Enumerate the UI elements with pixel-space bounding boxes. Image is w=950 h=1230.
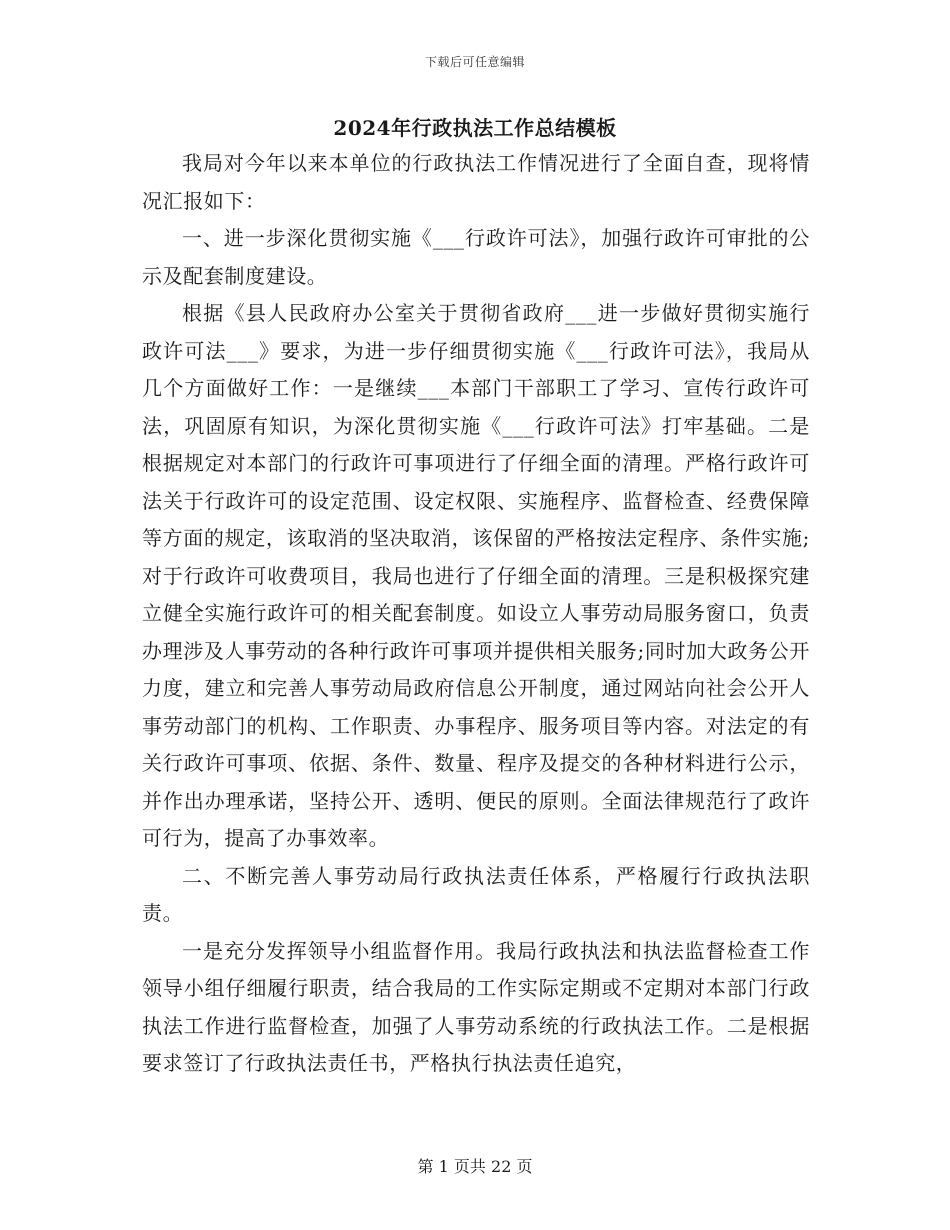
page-footer xyxy=(0,1154,950,1177)
footer-middle: 页共 xyxy=(453,1157,486,1176)
footer-suffix: 页 xyxy=(516,1157,533,1176)
paragraph-section-1-heading: 一、进一步深化贯彻实施《___行政许可法》，加强行政许可审批的公示及配套制度建设。 xyxy=(142,226,810,288)
paragraph-intro: 我局对今年以来本单位的行政执法工作情况进行了全面自查，现将情况汇报如下： xyxy=(142,151,810,213)
paragraph-section-1-body: 根据《县人民政府办公室关于贯彻省政府___进一步做好贯彻实施行政许可法___》要求，为进一步仔细贯彻实施《___行政许可法》，我局从几个方面做好工作：一是继续___本部门干部职工了学习、宣传行政许可法，巩固原有知识，为深化贯彻实施《___行政许可法》打牢基础。二是根据规定对本部门的行政许可事项进行了仔细全面的清理。严格行政许可法关于行政许可的设定范围、设定权限、实施程序、监督检查、经费保障等方面的规定，该取消的坚决取消，该保留的严格按法定程序、条件实施;对于行政许可收费项目，我局也进行了仔细全面的清理。三是积极探究建立健全实施行政许可的相关配套制度。如设立人事劳动局服务窗口，负责办理涉及人事劳动的各种行政许可事项并提供相关服务;同时加大政务公开力度，建立和完善人事劳动局政府信息公开制度，通过网站向社会公开人事劳动部门的机构、工作职责、办事程序、服务项目等内容。对法定的有关行政许可事项、依据、条件、数量、程序及提交的各种材料进行公示，并作出办理承诺，坚持公开、透明、便民的原则。全面法律规范行了政许可行为，提高了办事效率。 xyxy=(142,301,810,850)
document-body xyxy=(142,145,810,1083)
footer-current-page: 1 xyxy=(438,1157,449,1176)
footer-prefix: 第 xyxy=(417,1157,434,1176)
header-note: 下载后可任意编辑 xyxy=(424,55,525,69)
footer-total-pages: 22 xyxy=(491,1157,512,1176)
paragraph-section-2-heading: 二、不断完善人事劳动局行政执法责任体系，严格履行行政执法职责。 xyxy=(142,863,810,925)
paragraph-section-2-body: 一是充分发挥领导小组监督作用。我局行政执法和执法监督检查工作领导小组仔细履行职责，结合我局的工作实际定期或不定期对本部门行政执法工作进行监督检查，加强了人事劳动系统的行政执法工作。二是根据要求签订了行政执法责任书，严格执行执法责任追究， xyxy=(142,938,810,1075)
document-title: 2024年行政执法工作总结模板 xyxy=(333,116,617,140)
